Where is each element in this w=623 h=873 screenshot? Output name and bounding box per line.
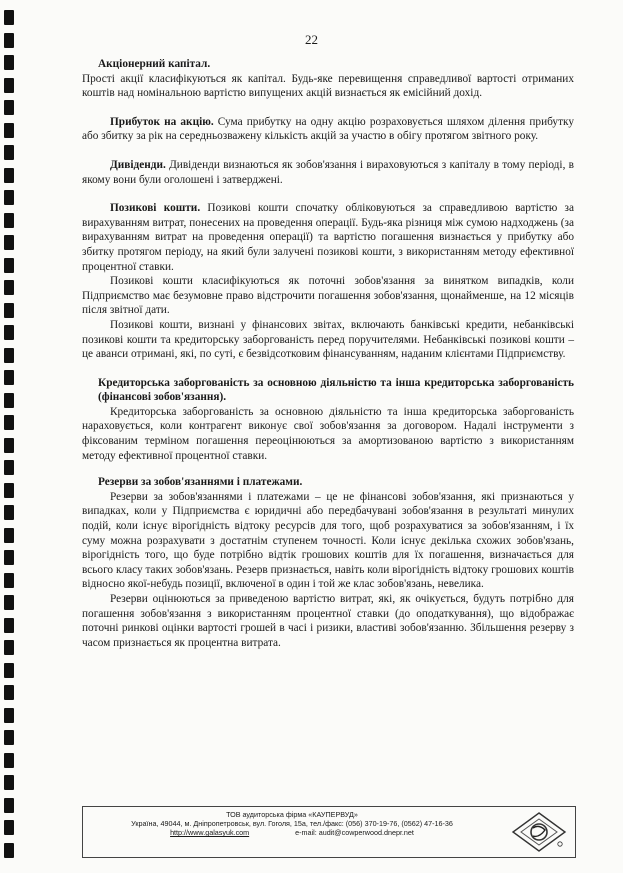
binding-hole xyxy=(4,258,14,273)
heading-borrowings: Позикові кошти. xyxy=(110,202,201,215)
binding-hole xyxy=(4,528,14,543)
binding-hole xyxy=(4,685,14,700)
footer-text xyxy=(83,810,501,837)
heading-eps: Прибуток на акцію. xyxy=(110,115,214,128)
binding-hole xyxy=(4,460,14,475)
footer-contacts xyxy=(83,828,501,837)
binding-hole xyxy=(4,10,14,25)
binding-hole xyxy=(4,213,14,228)
binding-hole xyxy=(4,820,14,835)
footer-email: e-mail: audit@cowperwood.dnepr.net xyxy=(295,828,414,837)
binding-hole xyxy=(4,640,14,655)
firm-logo-icon xyxy=(511,811,567,853)
paragraph-eps xyxy=(82,115,574,144)
binding-hole xyxy=(4,393,14,408)
binding-hole xyxy=(4,100,14,115)
binding-hole xyxy=(4,415,14,430)
binding-hole xyxy=(4,843,14,858)
binding-hole xyxy=(4,663,14,678)
paragraph-share-capital: Прості акції класифікуються як капітал. Будь-яке перевищення справедливої вартості отриманих коштів над номінальною вартістю випущених акцій визнається як емісійний дохід. xyxy=(82,72,574,100)
paragraph-provisions-2: Резерви оцінюються за приведеною вартістю витрат, які, як очікується, будуть потрібно для погашення зобов'язання з використанням процентної ставки (до оподаткування), що відображає поточні ринкові оцінки вартості грошей в часі і ризики, властиві зобов'язанню. Збільшення резерву з часом признається як процентна витрата. xyxy=(82,593,574,649)
text-borrowings: Позикові кошти спочатку обліковуються за справедливою вартістю за вирахуванням витрат, понесених на проведення операції. Будь-яка різниця між сумою надходжень (за вирахуванням витрат на проведення операції) та вартістю погашення визнається у прибутку або збитку протягом періоду, на який були залучені позикові кошти, з використанням методу ефективної процентної ставки. xyxy=(82,202,575,273)
binding-hole xyxy=(4,618,14,633)
binding-hole xyxy=(4,145,14,160)
binding-hole xyxy=(4,753,14,768)
paragraph-borrowings-3: Позикові кошти, визнані у фінансових звітах, включають банківські кредити, небанківські позикові кошти та кредиторську заборгованість перед поручителями. Небанківські позикові кошти – це аванси отримані, які, по суті, є безвідсотковим фінансуванням, наданим клієнтами Підприємству. xyxy=(82,318,574,361)
text-dividends: Дивіденди визнаються як зобов'язання і вираховуються з капіталу в тому періоді, в якому вони були оголошені і затверджені. xyxy=(82,158,574,186)
binding-hole xyxy=(4,303,14,318)
heading-dividends: Дивіденди. xyxy=(110,158,166,171)
footer-firm: ТОВ аудиторська фірма «КАУПЕРВУД» xyxy=(226,810,358,819)
spiral-binding xyxy=(4,0,16,873)
page-number: 22 xyxy=(305,32,318,47)
heading-share-capital: Акціонерний капітал. xyxy=(98,58,211,70)
binding-hole xyxy=(4,483,14,498)
paragraph-borrowings-1 xyxy=(82,201,574,274)
binding-hole xyxy=(4,438,14,453)
paragraph-dividends xyxy=(82,158,574,187)
binding-hole xyxy=(4,550,14,565)
heading-payables: Кредиторська заборгованість за основною діяльністю та інша кредиторська заборгованість (фінансові зобов'язання). xyxy=(98,376,574,404)
binding-hole xyxy=(4,55,14,70)
binding-hole xyxy=(4,190,14,205)
heading-provisions: Резерви за зобов'язаннями і платежами. xyxy=(98,476,303,489)
binding-hole xyxy=(4,730,14,745)
binding-hole xyxy=(4,708,14,723)
binding-hole xyxy=(4,505,14,520)
footer-address: Україна, 49044, м. Дніпропетровськ, вул. Гоголя, 15а, тел./факс: (056) 370-19-76, (0562) 47-16-36 xyxy=(131,819,453,828)
binding-hole xyxy=(4,595,14,610)
binding-hole xyxy=(4,775,14,790)
paragraph-payables: Кредиторська заборгованість за основною діяльністю та інша кредиторська заборгованість нараховується, коли контрагент виконує свої зобов'язання за договором. Надалі інструменти з фіксованим терміном погашення переоцінюються за амортизованою вартістю з використанням методу ефективної процентної ставки. xyxy=(82,405,574,462)
binding-hole xyxy=(4,280,14,295)
binding-hole xyxy=(4,573,14,588)
page-body xyxy=(82,57,574,650)
text-eps: Сума прибутку на одну акцію розраховується шляхом ділення прибутку або збитку за рік на середньозважену кількість акцій за участю в обігу протягом звітного року. xyxy=(82,115,574,143)
binding-hole xyxy=(4,370,14,385)
footer-box xyxy=(82,806,576,858)
footer-website-link[interactable]: http://www.galasyuk.com xyxy=(170,828,250,837)
paragraph-provisions-1: Резерви за зобов'язаннями і платежами – це не фінансові зобов'язання, які признаються у випадках, коли у Підприємства є юридичні або передбачувані зобов'язання в результаті минулих подій, коли існує вірогідність відтоку ресурсів для того, щоб розрахуватися за зобов'язанням, і їх суму можна розрахувати з достатнім ступенем точності. Коли існує декілька схожих зобов'язань, вірогідність того, що буде потрібно відтік грошових коштів для їх погашення, визначається для всього класу таких зобов'язань. Резерв признається, навіть коли вірогідність відтоку грошових коштів відносно якої-небудь позиції, включеної в один і той же клас зобов'язань, невелика. xyxy=(82,490,574,591)
binding-hole xyxy=(4,235,14,250)
binding-hole xyxy=(4,78,14,93)
paragraph-borrowings-2: Позикові кошти класифікуються як поточні зобов'язання за винятком випадків, коли Підприємство має безумовне право відстрочити погашення зобов'язання, щонайменше, на 12 місяців після звітної дати. xyxy=(82,275,574,317)
binding-hole xyxy=(4,168,14,183)
binding-hole xyxy=(4,123,14,138)
binding-hole xyxy=(4,348,14,363)
binding-hole xyxy=(4,798,14,813)
binding-hole xyxy=(4,325,14,340)
